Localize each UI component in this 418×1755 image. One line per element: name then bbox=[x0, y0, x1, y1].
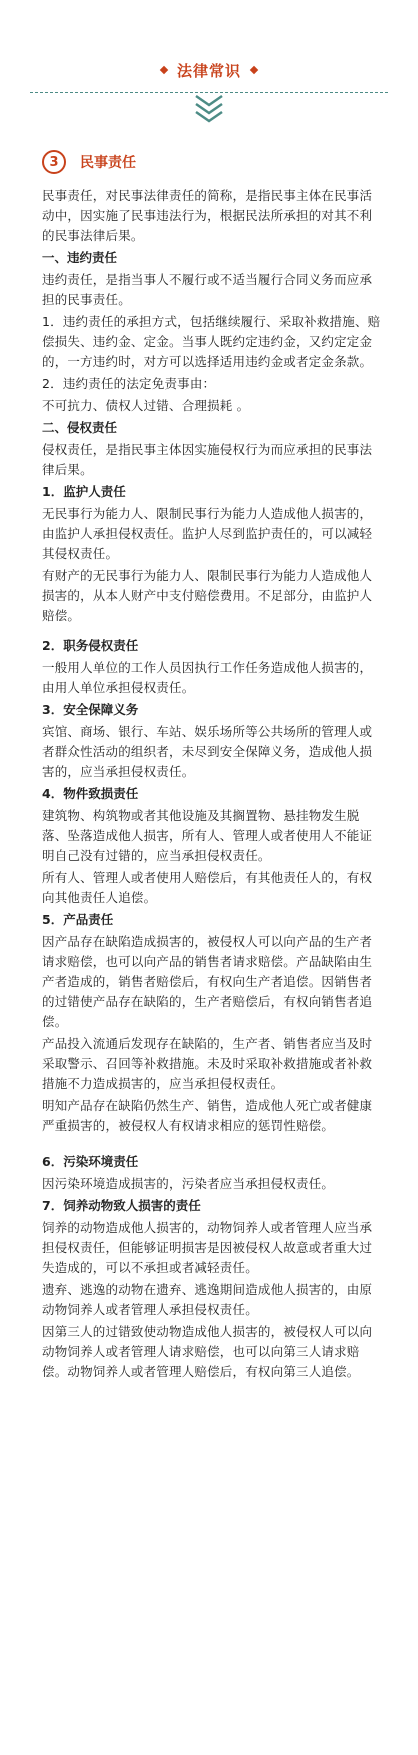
paragraph: 饲养的动物造成他人损害的，动物饲养人或者管理人应当承担侵权责任，但能够证明损害是因被侵权人故意或者重大过失造成的，可以不承担或者减轻责任。 bbox=[42, 1220, 373, 1275]
left-diamond-icon bbox=[160, 66, 168, 74]
subheading: 7．饲养动物致人损害的责任 bbox=[42, 1198, 201, 1213]
paragraph: 因产品存在缺陷造成损害的，被侵权人可以向产品的生产者请求赔偿，也可以向产品的销售者请求赔偿。产品缺陷由生产者造成的，销售者赔偿后，有权向生产者追偿。因销售者的过错使产品存在缺陷的，生产者赔偿后，有权向销售者追偿。 bbox=[42, 934, 373, 1029]
paragraph: 不可抗力、债权人过错、合理损耗 。 bbox=[42, 398, 250, 413]
paragraph: 因污染环境造成损害的，污染者应当承担侵权责任。 bbox=[42, 1176, 335, 1191]
paragraph: 一般用人单位的工作人员因执行工作任务造成他人损害的，由用人单位承担侵权责任。 bbox=[42, 660, 373, 695]
paragraph: 因第三人的过错致使动物造成他人损害的，被侵权人可以向动物饲养人或者管理人请求赔偿，也可以向第三人请求赔偿。动物饲养人或者管理人赔偿后，有权向第三人追偿。 bbox=[42, 1324, 373, 1379]
paragraph: 有财产的无民事行为能力人、限制民事行为能力人造成他人损害的，从本人财产中支付赔偿费用。不足部分，由监护人赔偿。 bbox=[42, 568, 373, 623]
section-title: 民事责任 bbox=[80, 155, 136, 171]
subheading: 2．职务侵权责任 bbox=[42, 638, 139, 653]
header-title: 法律常识 bbox=[176, 61, 241, 80]
paragraph: 2．违约责任的法定免责事由： bbox=[42, 376, 216, 391]
paragraph: 无民事行为能力人、限制民事行为能力人造成他人损害的，由监护人承担侵权责任。监护人尽到监护责任的，可以减轻其侵权责任。 bbox=[42, 506, 373, 561]
paragraph: 违约责任，是指当事人不履行或不适当履行合同义务而应承担的民事责任。 bbox=[42, 272, 373, 307]
paragraph: 宾馆、商场、银行、车站、娱乐场所等公共场所的管理人或者群众性活动的组织者，未尽到安全保障义务，造成他人损害的，应当承担侵权责任。 bbox=[42, 724, 373, 779]
header-row bbox=[0, 55, 418, 85]
subheading: 二、侵权责任 bbox=[42, 420, 118, 435]
right-diamond-icon bbox=[250, 66, 258, 74]
paragraph: 产品投入流通后发现存在缺陷的，生产者、销售者应当及时采取警示、召回等补救措施。未及时采取补救措施或者补救措施不力造成损害的，应当承担侵权责任。 bbox=[42, 1036, 373, 1091]
subheading: 5．产品责任 bbox=[42, 912, 114, 927]
paragraph: 明知产品存在缺陷仍然生产、销售，造成他人死亡或者健康严重损害的，被侵权人有权请求相应的惩罚性赔偿。 bbox=[42, 1098, 373, 1133]
section-number-badge: 3 bbox=[42, 150, 66, 174]
subheading: 3．安全保障义务 bbox=[42, 702, 139, 717]
article-body bbox=[42, 186, 382, 1384]
spacer bbox=[42, 628, 382, 636]
subheading: 1．监护人责任 bbox=[42, 484, 126, 499]
chevron-down-icon bbox=[190, 93, 228, 123]
paragraph: 建筑物、构筑物或者其他设施及其搁置物、悬挂物发生脱落、坠落造成他人损害，所有人、管理人或者使用人不能证明自己没有过错的，应当承担侵权责任。 bbox=[42, 808, 373, 863]
spacer bbox=[42, 1138, 382, 1152]
paragraph: 遗弃、逃逸的动物在遗弃、逃逸期间造成他人损害的，由原动物饲养人或者管理人承担侵权责任。 bbox=[42, 1282, 373, 1317]
paragraph: 所有人、管理人或者使用人赔偿后，有其他责任人的，有权向其他责任人追偿。 bbox=[42, 870, 373, 905]
paragraph: 侵权责任，是指民事主体因实施侵权行为而应承担的民事法律后果。 bbox=[42, 442, 373, 477]
subheading: 4．物件致损责任 bbox=[42, 786, 139, 801]
paragraph: 民事责任，对民事法律责任的简称，是指民事主体在民事活动中，因实施了民事违法行为，根据民法所承担的对其不利的民事法律后果。 bbox=[42, 188, 373, 243]
paragraph: 1．违约责任的承担方式，包括继续履行、采取补救措施、赔偿损失、违约金、定金。当事人既约定违约金，又约定定金的，一方违约时，对方可以选择适用违约金或者定金条款。 bbox=[42, 314, 381, 369]
subheading: 6．污染环境责任 bbox=[42, 1154, 139, 1169]
section-heading bbox=[42, 150, 136, 174]
header bbox=[0, 55, 418, 85]
subheading: 一、违约责任 bbox=[42, 250, 118, 265]
